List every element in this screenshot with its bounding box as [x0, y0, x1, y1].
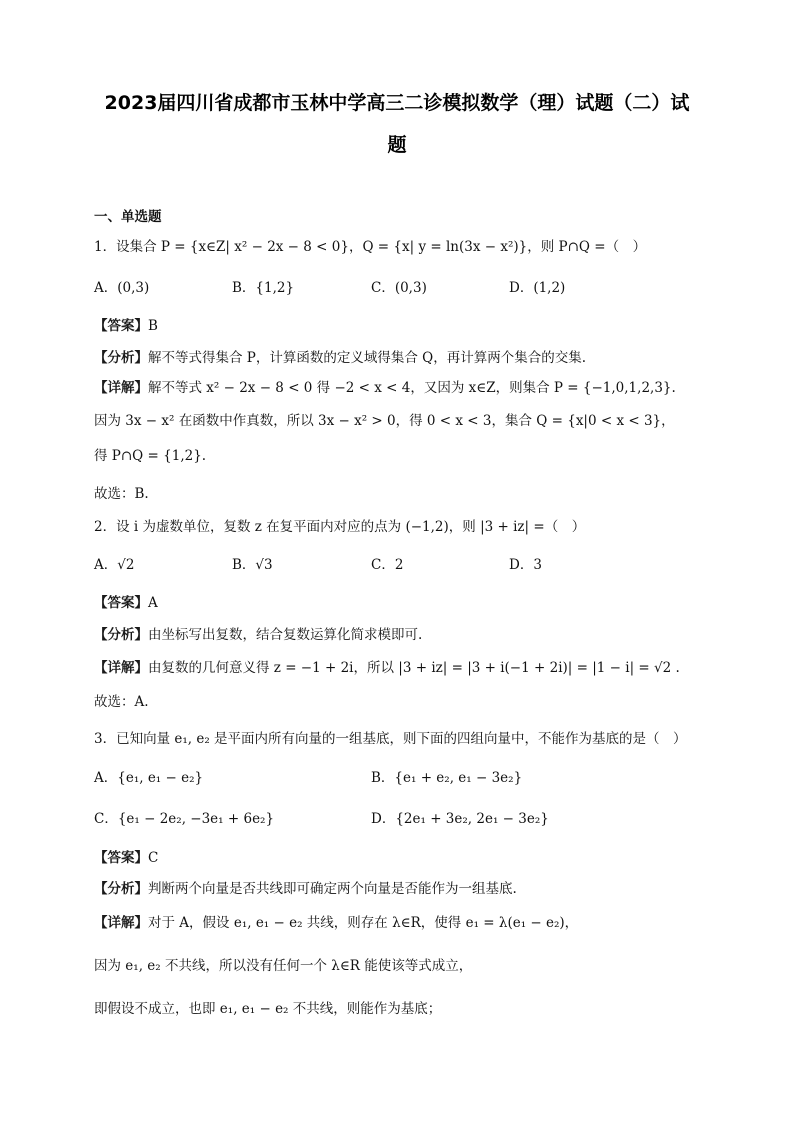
answer-tag: 【答案】 — [94, 850, 148, 866]
q2-option-a: A．√2 — [94, 557, 135, 573]
answer-value: A — [148, 595, 158, 611]
analysis-tag: 【分析】 — [94, 627, 148, 643]
q3-option-c: C．{e₁ − 2e₂, −3e₁ + 6e₂} — [94, 811, 275, 827]
detail-text: 解不等式 x² − 2x − 8 < 0 得 −2 < x < 4，又因为 x∈Z，则集合 P = {−1,0,1,2,3}. — [148, 380, 676, 396]
q2-analysis — [94, 623, 422, 643]
q3-option-a: A．{e₁, e₁ − e₂} — [94, 770, 204, 786]
answer-value: C — [148, 850, 159, 866]
q3-answer — [94, 846, 158, 866]
q2-option-b: B．√3 — [232, 557, 273, 573]
q3-detail-3: 即假设不成立，也即 e₁, e₁ − e₂ 不共线，则能作为基底； — [94, 1001, 442, 1017]
document-title-line-1: 2023届四川省成都市玉林中学高三二诊模拟数学（理）试题（二）试 — [104, 92, 690, 114]
q1-answer — [94, 314, 158, 334]
analysis-text: 由坐标写出复数，结合复数运算化简求模即可. — [148, 627, 423, 643]
q1-analysis — [94, 346, 586, 366]
q1-detail-1 — [94, 376, 676, 396]
q3-detail-1 — [94, 911, 578, 931]
q1-detail-3: 得 P∩Q = {1,2}. — [94, 448, 207, 464]
q2-answer — [94, 591, 158, 611]
q1-option-d: D．(1,2) — [509, 280, 566, 296]
detail-text: 由复数的几何意义得 z = −1 + 2i，所以 |3 + iz| = |3 + i(−1 + 2i)| = |1 − i| = √2 . — [148, 660, 680, 676]
q1-stem: 1．设集合 P = {x∈Z| x² − 2x − 8 < 0}，Q = {x| y = ln(3x − x²)}，则 P∩Q =（ ） — [94, 239, 647, 255]
analysis-tag: 【分析】 — [94, 350, 148, 366]
q1-choose: 故选：B. — [94, 486, 149, 502]
q1-option-c: C．(0,3) — [371, 280, 427, 296]
q1-detail-2: 因为 3x − x² 在函数中作真数，所以 3x − x² > 0，得 0 < x < 3，集合 Q = {x|0 < x < 3}， — [94, 413, 675, 429]
detail-tag: 【详解】 — [94, 380, 148, 396]
q2-choose: 故选：A. — [94, 694, 149, 710]
q2-option-d: D．3 — [509, 557, 542, 573]
answer-tag: 【答案】 — [94, 318, 148, 334]
q3-detail-2: 因为 e₁, e₂ 不共线，所以没有任何一个 λ∈R 能使该等式成立， — [94, 958, 473, 974]
q3-stem: 3．已知向量 e₁, e₂ 是平面内所有向量的一组基底，则下面的四组向量中，不能作为基底的是（ ） — [94, 731, 687, 747]
q1-option-b: B．{1,2} — [232, 280, 295, 296]
q2-option-c: C．2 — [371, 557, 404, 573]
document-title-line-2: 题 — [387, 134, 407, 156]
detail-text: 对于 A，假设 e₁, e₁ − e₂ 共线，则存在 λ∈R，使得 e₁ = λ(e₁ − e₂)， — [148, 915, 579, 931]
answer-value: B — [148, 318, 158, 334]
q2-detail-1 — [94, 656, 680, 676]
analysis-text: 解不等式得集合 P，计算函数的定义域得集合 Q，再计算两个集合的交集. — [148, 350, 587, 366]
q3-analysis — [94, 877, 517, 897]
q3-option-b: B．{e₁ + e₂, e₁ − 3e₂} — [371, 770, 523, 786]
section-heading: 一、单选题 — [94, 209, 162, 225]
answer-tag: 【答案】 — [94, 595, 148, 611]
detail-tag: 【详解】 — [94, 915, 148, 931]
analysis-text: 判断两个向量是否共线即可确定两个向量是否能作为一组基底. — [148, 881, 517, 897]
q2-stem: 2．设 i 为虚数单位，复数 z 在复平面内对应的点为 (−1,2)，则 |3 + iz| =（ ） — [94, 519, 586, 535]
q3-option-d: D．{2e₁ + 3e₂, 2e₁ − 3e₂} — [371, 811, 549, 827]
q1-option-a: A．(0,3) — [94, 280, 150, 296]
detail-tag: 【详解】 — [94, 660, 148, 676]
analysis-tag: 【分析】 — [94, 881, 148, 897]
